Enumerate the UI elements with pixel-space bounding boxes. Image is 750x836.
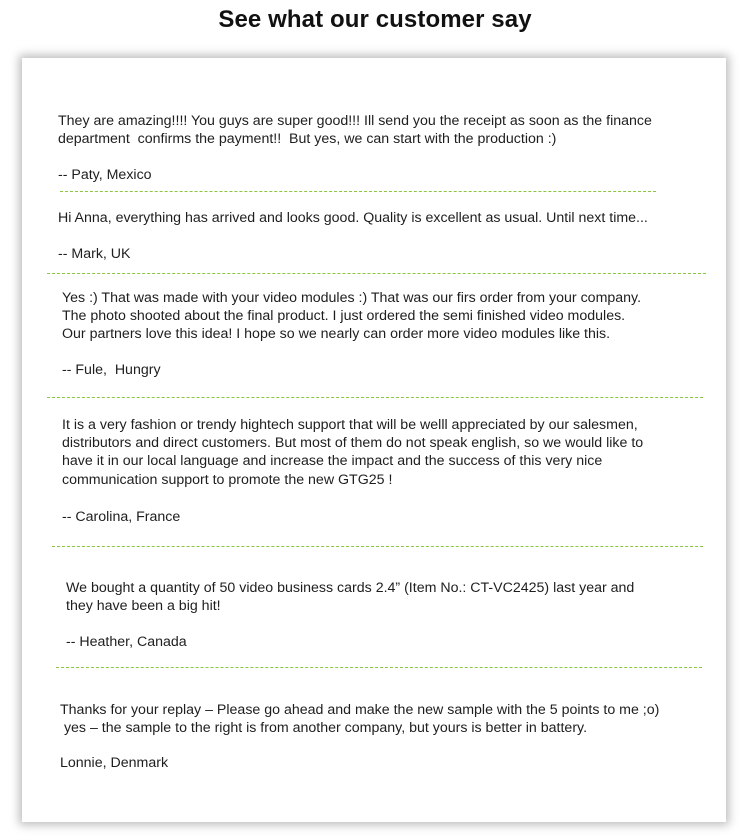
- testimonial-6-author: Lonnie, Denmark: [60, 755, 169, 771]
- testimonial-line: They are amazing!!!! You guys are super good!!! Ill send you the receipt as soon as the finance: [58, 113, 652, 129]
- testimonial-line: The photo shooted about the final product. I just ordered the semi finished video modules.: [62, 308, 626, 325]
- testimonial-3-author: -- Fule, Hungry: [62, 362, 161, 378]
- testimonial-4-author: -- Carolina, France: [62, 509, 181, 525]
- testimonial-line: Thanks for your replay – Please go ahead and make the new sample with the 5 points to me ;o): [60, 702, 660, 718]
- testimonial-line: department confirms the payment!! But yes, we can start with the production :): [58, 131, 557, 148]
- testimonial-line: Hi Anna, everything has arrived and looks good. Quality is excellent as usual. Until next time...: [58, 210, 648, 226]
- testimonial-6-text: [60, 701, 659, 737]
- separator-2: [47, 273, 706, 274]
- testimonial-3-text: [62, 289, 641, 344]
- testimonial-2-author: -- Mark, UK: [58, 246, 131, 262]
- separator-1: [60, 191, 656, 192]
- separator-4: [52, 546, 703, 547]
- testimonial-5-text: [66, 579, 634, 615]
- separator-5: [56, 667, 702, 668]
- testimonial-line: Our partners love this idea! I hope so we nearly can order more video modules like this.: [62, 326, 611, 343]
- testimonial-line: they have been a big hit!: [66, 598, 221, 615]
- page-title: See what our customer say: [218, 6, 532, 33]
- testimonial-line: distributors and direct customers. But most of them do not speak english, so we would like to: [62, 435, 644, 452]
- testimonial-1-author: -- Paty, Mexico: [58, 167, 152, 183]
- testimonial-line: have it in our local language and increase the impact and the success of this very nice: [62, 453, 603, 470]
- testimonial-line: We bought a quantity of 50 video business cards 2.4” (Item No.: CT-VC2425) last year and: [66, 580, 635, 596]
- testimonial-1-text: [58, 112, 652, 148]
- testimonial-line: Yes :) That was made with your video modules :) That was our firs order from your company.: [62, 290, 642, 306]
- testimonial-line: It is a very fashion or trendy hightech support that will be welll appreciated by our salesmen,: [62, 417, 638, 433]
- testimonial-line: yes – the sample to the right is from another company, but yours is better in battery.: [60, 720, 588, 737]
- testimonial-2-text: [58, 209, 648, 227]
- testimonial-line: communication support to promote the new GTG25 !: [62, 471, 393, 488]
- testimonial-4-text: [62, 416, 643, 489]
- separator-3: [47, 397, 703, 398]
- testimonial-5-author: -- Heather, Canada: [66, 634, 187, 650]
